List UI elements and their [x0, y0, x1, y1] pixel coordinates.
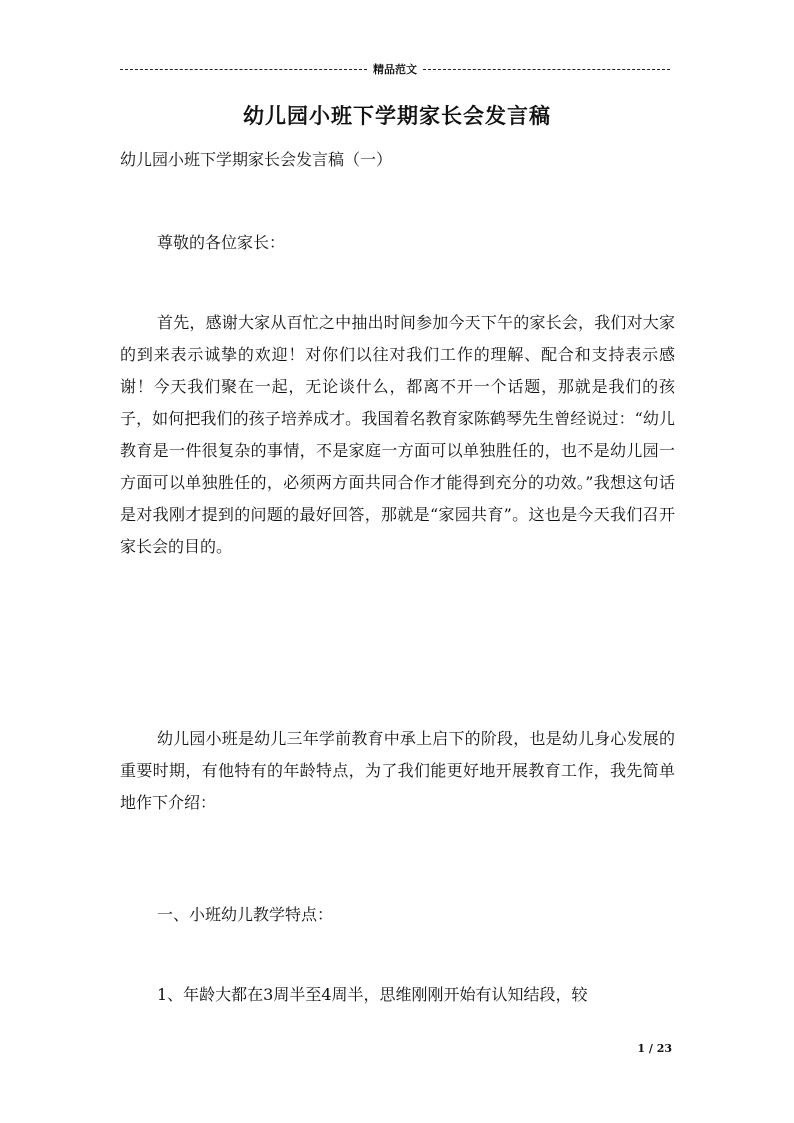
header-label: 精品范文: [373, 63, 417, 76]
paragraph-greeting: 尊敬的各位家长：: [157, 233, 286, 252]
paragraph-item-1: 1、年龄大都在3周半至4周半，思维刚刚开始有认知结段，较: [157, 985, 588, 1004]
document-title: 幼儿园小班下学期家长会发言稿: [243, 103, 551, 128]
document-subtitle: 幼儿园小班下学期家长会发言稿（一）: [120, 150, 393, 169]
header-right-dashed-rule: [423, 69, 670, 70]
page-header: [120, 60, 670, 78]
section-heading-teaching-features: 一、小班幼儿教学特点：: [157, 905, 334, 924]
page-number: 1 / 23: [637, 1042, 672, 1055]
paragraph-class-overview: 幼儿园小班是幼儿三年学前教育中承上启下的阶段，也是幼儿身心发展的重要时期，有他特有的年龄特点，为了我们能更好地开展教育工作，我先简单地作下介绍：: [120, 729, 675, 812]
paragraph-introduction: 首先，感谢大家从百忙之中抽出时间参加今天下午的家长会，我们对大家的到来表示诚挚的欢迎！对你们以往对我们工作的理解、配合和支持表示感谢！今天我们聚在一起，无论谈什么，都离不开一个话题，那就是我们的孩子，如何把我们的孩子培养成才。我国着名教育家陈鹤琴先生曾经说过：“幼儿教育是一件很复杂的事情，不是家庭一方面可以单独胜任的，也不是幼儿园一方面可以单独胜任的，必须两方面共同合作才能得到充分的功效。”我想这句话是对我刚才提到的问题的最好回答，那就是“家园共育”。这也是今天我们召开家长会的目的。: [120, 313, 675, 556]
header-left-dashed-rule: [120, 69, 367, 70]
